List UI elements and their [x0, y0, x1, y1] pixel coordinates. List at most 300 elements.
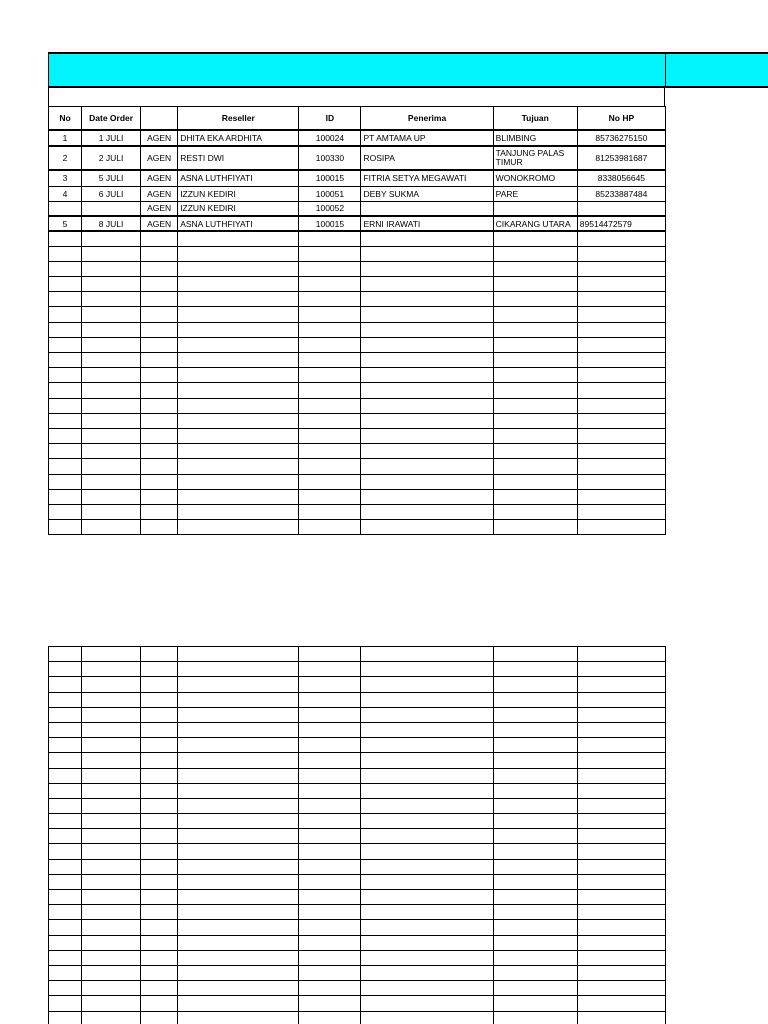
empty-cell[interactable]: [493, 413, 577, 428]
empty-cell[interactable]: [493, 459, 577, 474]
empty-cell[interactable]: [49, 353, 82, 368]
empty-cell[interactable]: [82, 996, 141, 1011]
empty-cell[interactable]: [178, 844, 299, 859]
cell-type[interactable]: AGEN: [141, 186, 178, 201]
empty-cell[interactable]: [82, 859, 141, 874]
empty-cell[interactable]: [49, 844, 82, 859]
empty-cell[interactable]: [577, 996, 665, 1011]
empty-cell[interactable]: [82, 353, 141, 368]
empty-cell[interactable]: [141, 981, 178, 996]
empty-cell[interactable]: [493, 996, 577, 1011]
empty-cell[interactable]: [141, 905, 178, 920]
empty-cell[interactable]: [141, 844, 178, 859]
empty-cell[interactable]: [493, 935, 577, 950]
empty-cell[interactable]: [493, 307, 577, 322]
empty-cell[interactable]: [82, 814, 141, 829]
empty-cell[interactable]: [577, 905, 665, 920]
empty-cell[interactable]: [361, 722, 493, 737]
empty-cell[interactable]: [178, 520, 299, 535]
empty-cell[interactable]: [577, 677, 665, 692]
empty-cell[interactable]: [49, 783, 82, 798]
empty-cell[interactable]: [178, 1011, 299, 1024]
table-row[interactable]: [49, 201, 666, 216]
empty-cell[interactable]: [49, 981, 82, 996]
empty-cell[interactable]: [361, 905, 493, 920]
table-row[interactable]: [49, 216, 666, 231]
empty-cell[interactable]: [49, 337, 82, 352]
empty-row[interactable]: [49, 520, 666, 535]
cell-penerima[interactable]: ROSIPA: [361, 146, 493, 170]
empty-cell[interactable]: [577, 1011, 665, 1024]
empty-cell[interactable]: [299, 722, 361, 737]
empty-cell[interactable]: [82, 474, 141, 489]
empty-cell[interactable]: [361, 322, 493, 337]
empty-cell[interactable]: [493, 322, 577, 337]
empty-cell[interactable]: [141, 383, 178, 398]
empty-cell[interactable]: [493, 677, 577, 692]
empty-cell[interactable]: [299, 474, 361, 489]
empty-cell[interactable]: [82, 965, 141, 980]
empty-cell[interactable]: [49, 707, 82, 722]
empty-cell[interactable]: [493, 292, 577, 307]
empty-cell[interactable]: [361, 413, 493, 428]
empty-cell[interactable]: [361, 829, 493, 844]
empty-cell[interactable]: [577, 768, 665, 783]
empty-cell[interactable]: [493, 859, 577, 874]
empty-cell[interactable]: [82, 261, 141, 276]
empty-cell[interactable]: [178, 981, 299, 996]
empty-cell[interactable]: [361, 368, 493, 383]
empty-cell[interactable]: [49, 307, 82, 322]
empty-cell[interactable]: [361, 246, 493, 261]
empty-row[interactable]: [49, 489, 666, 504]
empty-cell[interactable]: [82, 662, 141, 677]
empty-cell[interactable]: [299, 753, 361, 768]
empty-row[interactable]: [49, 292, 666, 307]
empty-cell[interactable]: [178, 692, 299, 707]
cell-no[interactable]: 3: [49, 170, 82, 186]
empty-cell[interactable]: [141, 890, 178, 905]
empty-cell[interactable]: [577, 307, 665, 322]
empty-cell[interactable]: [299, 459, 361, 474]
cell-type[interactable]: AGEN: [141, 130, 178, 146]
empty-cell[interactable]: [361, 677, 493, 692]
empty-cell[interactable]: [361, 662, 493, 677]
empty-cell[interactable]: [178, 798, 299, 813]
empty-cell[interactable]: [493, 722, 577, 737]
empty-cell[interactable]: [493, 261, 577, 276]
empty-cell[interactable]: [82, 277, 141, 292]
empty-cell[interactable]: [178, 768, 299, 783]
empty-row[interactable]: [49, 753, 666, 768]
empty-cell[interactable]: [361, 353, 493, 368]
empty-cell[interactable]: [299, 662, 361, 677]
empty-cell[interactable]: [493, 520, 577, 535]
empty-cell[interactable]: [493, 504, 577, 519]
empty-cell[interactable]: [141, 353, 178, 368]
empty-cell[interactable]: [361, 981, 493, 996]
empty-cell[interactable]: [49, 890, 82, 905]
empty-cell[interactable]: [299, 738, 361, 753]
empty-cell[interactable]: [49, 398, 82, 413]
empty-row[interactable]: [49, 935, 666, 950]
empty-cell[interactable]: [178, 905, 299, 920]
empty-cell[interactable]: [82, 292, 141, 307]
empty-cell[interactable]: [299, 890, 361, 905]
empty-cell[interactable]: [493, 353, 577, 368]
cell-tujuan[interactable]: [493, 201, 577, 216]
empty-cell[interactable]: [49, 504, 82, 519]
empty-cell[interactable]: [49, 935, 82, 950]
empty-cell[interactable]: [141, 398, 178, 413]
empty-cell[interactable]: [299, 692, 361, 707]
empty-row[interactable]: [49, 662, 666, 677]
empty-cell[interactable]: [493, 798, 577, 813]
empty-cell[interactable]: [577, 292, 665, 307]
empty-cell[interactable]: [577, 261, 665, 276]
empty-cell[interactable]: [178, 753, 299, 768]
empty-cell[interactable]: [141, 413, 178, 428]
empty-cell[interactable]: [361, 277, 493, 292]
empty-cell[interactable]: [299, 996, 361, 1011]
empty-cell[interactable]: [141, 692, 178, 707]
empty-cell[interactable]: [141, 874, 178, 889]
empty-cell[interactable]: [361, 307, 493, 322]
empty-cell[interactable]: [141, 307, 178, 322]
empty-row[interactable]: [49, 981, 666, 996]
empty-cell[interactable]: [361, 920, 493, 935]
empty-cell[interactable]: [141, 829, 178, 844]
empty-row[interactable]: [49, 337, 666, 352]
empty-row[interactable]: [49, 814, 666, 829]
cell-reseller[interactable]: DHITA EKA ARDHITA: [178, 130, 299, 146]
empty-cell[interactable]: [577, 459, 665, 474]
empty-cell[interactable]: [361, 474, 493, 489]
empty-row[interactable]: [49, 859, 666, 874]
empty-cell[interactable]: [361, 753, 493, 768]
empty-cell[interactable]: [178, 353, 299, 368]
empty-cell[interactable]: [361, 874, 493, 889]
empty-cell[interactable]: [141, 459, 178, 474]
empty-cell[interactable]: [493, 950, 577, 965]
empty-row[interactable]: [49, 996, 666, 1011]
empty-cell[interactable]: [82, 920, 141, 935]
empty-row[interactable]: [49, 261, 666, 276]
empty-cell[interactable]: [299, 398, 361, 413]
empty-cell[interactable]: [493, 981, 577, 996]
empty-cell[interactable]: [178, 677, 299, 692]
empty-cell[interactable]: [178, 398, 299, 413]
empty-cell[interactable]: [577, 474, 665, 489]
empty-cell[interactable]: [577, 753, 665, 768]
empty-row[interactable]: [49, 647, 666, 662]
empty-cell[interactable]: [178, 337, 299, 352]
empty-cell[interactable]: [577, 981, 665, 996]
empty-cell[interactable]: [299, 277, 361, 292]
empty-cell[interactable]: [299, 768, 361, 783]
empty-cell[interactable]: [178, 246, 299, 261]
empty-cell[interactable]: [82, 246, 141, 261]
cell-no[interactable]: 2: [49, 146, 82, 170]
empty-cell[interactable]: [82, 890, 141, 905]
cell-tujuan[interactable]: PARE: [493, 186, 577, 201]
empty-cell[interactable]: [178, 722, 299, 737]
cell-type[interactable]: AGEN: [141, 216, 178, 231]
empty-cell[interactable]: [299, 783, 361, 798]
empty-cell[interactable]: [493, 905, 577, 920]
empty-cell[interactable]: [49, 662, 82, 677]
table-row[interactable]: [49, 186, 666, 201]
empty-cell[interactable]: [299, 905, 361, 920]
empty-cell[interactable]: [178, 647, 299, 662]
cell-type[interactable]: AGEN: [141, 170, 178, 186]
empty-cell[interactable]: [361, 489, 493, 504]
empty-cell[interactable]: [49, 1011, 82, 1024]
empty-cell[interactable]: [49, 859, 82, 874]
empty-cell[interactable]: [493, 965, 577, 980]
empty-cell[interactable]: [178, 277, 299, 292]
table-row[interactable]: [49, 130, 666, 146]
empty-cell[interactable]: [361, 783, 493, 798]
empty-row[interactable]: [49, 383, 666, 398]
empty-cell[interactable]: [493, 890, 577, 905]
empty-cell[interactable]: [299, 844, 361, 859]
empty-cell[interactable]: [493, 489, 577, 504]
empty-cell[interactable]: [141, 322, 178, 337]
empty-row[interactable]: [49, 1011, 666, 1024]
empty-cell[interactable]: [299, 444, 361, 459]
empty-cell[interactable]: [178, 231, 299, 246]
empty-row[interactable]: [49, 707, 666, 722]
empty-cell[interactable]: [82, 1011, 141, 1024]
empty-cell[interactable]: [49, 277, 82, 292]
empty-cell[interactable]: [577, 814, 665, 829]
empty-cell[interactable]: [178, 413, 299, 428]
empty-cell[interactable]: [82, 504, 141, 519]
empty-cell[interactable]: [141, 738, 178, 753]
empty-cell[interactable]: [361, 1011, 493, 1024]
empty-cell[interactable]: [299, 798, 361, 813]
empty-cell[interactable]: [299, 874, 361, 889]
empty-row[interactable]: [49, 920, 666, 935]
empty-cell[interactable]: [178, 489, 299, 504]
empty-cell[interactable]: [49, 996, 82, 1011]
empty-cell[interactable]: [82, 307, 141, 322]
empty-row[interactable]: [49, 738, 666, 753]
empty-cell[interactable]: [82, 692, 141, 707]
empty-cell[interactable]: [178, 368, 299, 383]
empty-cell[interactable]: [178, 738, 299, 753]
empty-cell[interactable]: [82, 459, 141, 474]
empty-cell[interactable]: [493, 768, 577, 783]
empty-cell[interactable]: [49, 677, 82, 692]
empty-cell[interactable]: [299, 920, 361, 935]
cell-hp[interactable]: 81253981687: [577, 146, 665, 170]
empty-cell[interactable]: [577, 738, 665, 753]
empty-cell[interactable]: [493, 844, 577, 859]
empty-cell[interactable]: [299, 981, 361, 996]
empty-cell[interactable]: [361, 261, 493, 276]
empty-cell[interactable]: [141, 368, 178, 383]
empty-cell[interactable]: [299, 935, 361, 950]
empty-cell[interactable]: [82, 905, 141, 920]
empty-row[interactable]: [49, 398, 666, 413]
empty-row[interactable]: [49, 444, 666, 459]
empty-row[interactable]: [49, 428, 666, 443]
empty-cell[interactable]: [82, 707, 141, 722]
empty-cell[interactable]: [299, 428, 361, 443]
empty-row[interactable]: [49, 277, 666, 292]
empty-cell[interactable]: [299, 677, 361, 692]
empty-cell[interactable]: [577, 829, 665, 844]
empty-cell[interactable]: [577, 722, 665, 737]
empty-row[interactable]: [49, 783, 666, 798]
empty-cell[interactable]: [178, 874, 299, 889]
cell-tujuan[interactable]: WONOKROMO: [493, 170, 577, 186]
empty-cell[interactable]: [299, 489, 361, 504]
empty-cell[interactable]: [141, 935, 178, 950]
empty-cell[interactable]: [577, 859, 665, 874]
empty-cell[interactable]: [299, 231, 361, 246]
empty-cell[interactable]: [178, 814, 299, 829]
empty-cell[interactable]: [178, 783, 299, 798]
empty-cell[interactable]: [141, 231, 178, 246]
empty-cell[interactable]: [577, 707, 665, 722]
empty-cell[interactable]: [49, 520, 82, 535]
empty-cell[interactable]: [49, 829, 82, 844]
cell-id[interactable]: 100051: [299, 186, 361, 201]
empty-cell[interactable]: [493, 662, 577, 677]
empty-cell[interactable]: [49, 428, 82, 443]
empty-cell[interactable]: [141, 722, 178, 737]
empty-cell[interactable]: [49, 768, 82, 783]
cell-date[interactable]: 1 JULI: [82, 130, 141, 146]
empty-cell[interactable]: [361, 768, 493, 783]
empty-row[interactable]: [49, 874, 666, 889]
empty-cell[interactable]: [299, 859, 361, 874]
empty-cell[interactable]: [178, 459, 299, 474]
empty-cell[interactable]: [49, 965, 82, 980]
empty-cell[interactable]: [361, 965, 493, 980]
cell-hp[interactable]: 85736275150: [577, 130, 665, 146]
empty-cell[interactable]: [299, 829, 361, 844]
empty-cell[interactable]: [361, 398, 493, 413]
empty-cell[interactable]: [493, 753, 577, 768]
empty-cell[interactable]: [299, 707, 361, 722]
empty-cell[interactable]: [361, 996, 493, 1011]
empty-row[interactable]: [49, 677, 666, 692]
cell-type[interactable]: AGEN: [141, 201, 178, 216]
empty-cell[interactable]: [141, 920, 178, 935]
empty-cell[interactable]: [49, 798, 82, 813]
cell-hp[interactable]: [577, 201, 665, 216]
empty-cell[interactable]: [178, 890, 299, 905]
empty-cell[interactable]: [299, 1011, 361, 1024]
empty-cell[interactable]: [82, 489, 141, 504]
empty-cell[interactable]: [49, 920, 82, 935]
empty-row[interactable]: [49, 829, 666, 844]
cell-date[interactable]: 6 JULI: [82, 186, 141, 201]
empty-cell[interactable]: [361, 844, 493, 859]
empty-cell[interactable]: [493, 707, 577, 722]
empty-cell[interactable]: [82, 647, 141, 662]
cell-id[interactable]: 100015: [299, 216, 361, 231]
empty-row[interactable]: [49, 307, 666, 322]
empty-cell[interactable]: [141, 677, 178, 692]
empty-cell[interactable]: [49, 444, 82, 459]
empty-cell[interactable]: [577, 950, 665, 965]
empty-cell[interactable]: [49, 814, 82, 829]
empty-cell[interactable]: [299, 246, 361, 261]
empty-cell[interactable]: [49, 368, 82, 383]
empty-cell[interactable]: [493, 874, 577, 889]
empty-cell[interactable]: [493, 277, 577, 292]
cell-no[interactable]: 4: [49, 186, 82, 201]
cell-date[interactable]: 5 JULI: [82, 170, 141, 186]
empty-cell[interactable]: [493, 428, 577, 443]
empty-cell[interactable]: [141, 647, 178, 662]
empty-cell[interactable]: [361, 444, 493, 459]
empty-cell[interactable]: [299, 337, 361, 352]
empty-cell[interactable]: [178, 859, 299, 874]
empty-cell[interactable]: [49, 489, 82, 504]
empty-cell[interactable]: [493, 692, 577, 707]
empty-cell[interactable]: [361, 692, 493, 707]
cell-penerima[interactable]: PT AMTAMA UP: [361, 130, 493, 146]
empty-cell[interactable]: [141, 859, 178, 874]
empty-cell[interactable]: [82, 722, 141, 737]
empty-cell[interactable]: [577, 504, 665, 519]
empty-cell[interactable]: [493, 231, 577, 246]
empty-cell[interactable]: [82, 444, 141, 459]
empty-cell[interactable]: [49, 261, 82, 276]
empty-cell[interactable]: [493, 814, 577, 829]
empty-cell[interactable]: [577, 368, 665, 383]
empty-cell[interactable]: [299, 292, 361, 307]
empty-cell[interactable]: [178, 261, 299, 276]
empty-cell[interactable]: [493, 920, 577, 935]
empty-cell[interactable]: [361, 337, 493, 352]
cell-tujuan[interactable]: TANJUNG PALAS TIMUR: [493, 146, 577, 170]
empty-cell[interactable]: [178, 428, 299, 443]
empty-cell[interactable]: [577, 874, 665, 889]
empty-cell[interactable]: [493, 444, 577, 459]
empty-cell[interactable]: [299, 950, 361, 965]
cell-penerima[interactable]: [361, 201, 493, 216]
empty-cell[interactable]: [49, 950, 82, 965]
empty-row[interactable]: [49, 798, 666, 813]
empty-cell[interactable]: [577, 246, 665, 261]
empty-cell[interactable]: [178, 662, 299, 677]
cell-no[interactable]: 1: [49, 130, 82, 146]
empty-row[interactable]: [49, 246, 666, 261]
empty-cell[interactable]: [361, 383, 493, 398]
empty-cell[interactable]: [577, 647, 665, 662]
cell-reseller[interactable]: IZZUN KEDIRI: [178, 201, 299, 216]
empty-cell[interactable]: [577, 692, 665, 707]
cell-reseller[interactable]: IZZUN KEDIRI: [178, 186, 299, 201]
empty-cell[interactable]: [82, 768, 141, 783]
empty-row[interactable]: [49, 844, 666, 859]
empty-cell[interactable]: [141, 444, 178, 459]
empty-cell[interactable]: [178, 935, 299, 950]
empty-row[interactable]: [49, 322, 666, 337]
empty-cell[interactable]: [49, 874, 82, 889]
empty-cell[interactable]: [141, 753, 178, 768]
empty-cell[interactable]: [141, 292, 178, 307]
cell-id[interactable]: 100052: [299, 201, 361, 216]
cell-id[interactable]: 100015: [299, 170, 361, 186]
